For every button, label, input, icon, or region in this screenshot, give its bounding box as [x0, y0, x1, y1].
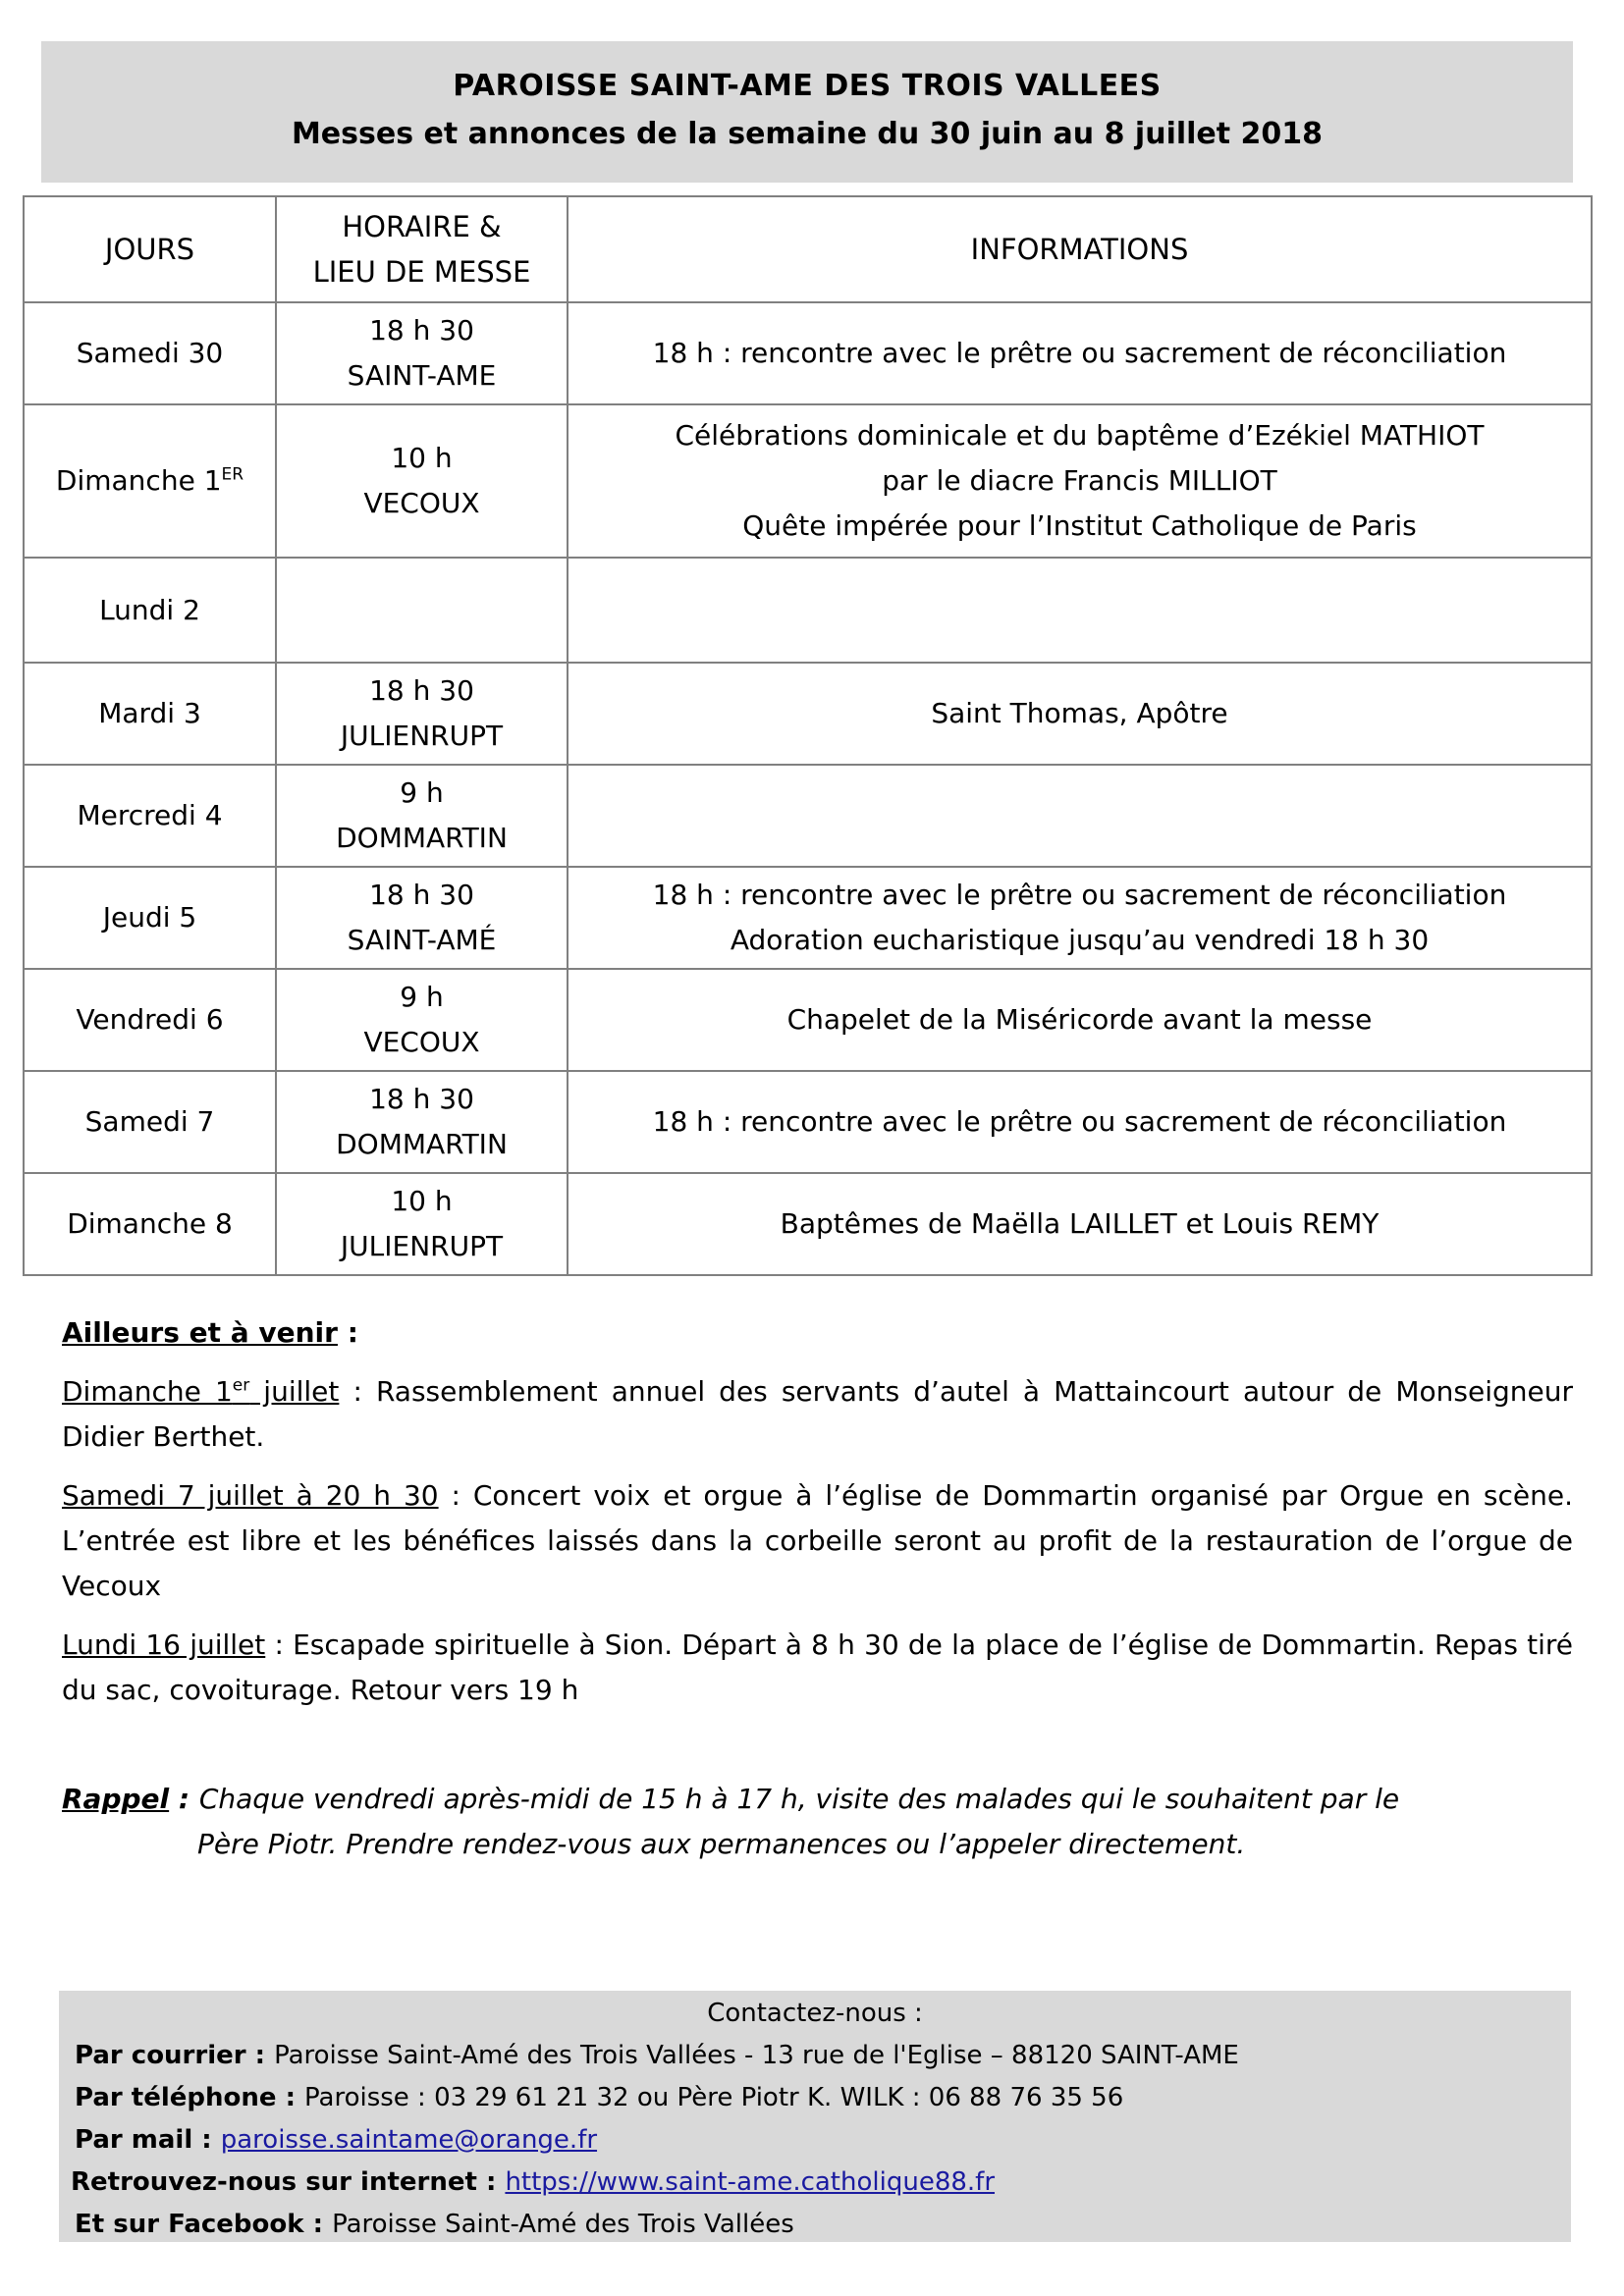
mass-time: 18 h 30 [369, 1083, 474, 1115]
announcement-text: : Escapade spirituelle à Sion. Départ à 8 h 30 de la place de l’église de Dommartin. Repas tiré du sac, covoiturage. Retour vers 19 h [62, 1629, 1573, 1706]
time-place-cell [276, 558, 568, 663]
website-link[interactable]: https://www.saint-ame.catholique88.fr [505, 2167, 996, 2197]
day-cell: Samedi 30 [24, 302, 276, 404]
mass-schedule-table [23, 195, 1593, 1276]
info-line: Saint Thomas, Apôtre [931, 697, 1228, 729]
info-cell [568, 302, 1592, 404]
title-band [41, 41, 1573, 183]
contact-heading: Contactez-nous : [707, 1999, 923, 2028]
info-cell [568, 1071, 1592, 1173]
announcement-text: : Concert voix et orgue à l’église de Dommartin organisé par Orgue en scène. L’entrée est libre et les bénéfices laissés dans la corbeille seront au profit de la restauration de l’orgue de Vecoux [62, 1479, 1573, 1602]
day-cell: Mercredi 4 [24, 765, 276, 867]
contact-internet: Retrouvez-nous sur internet : https://www.saint-ame.catholique88.fr [71, 2167, 996, 2197]
page-subtitle: Messes et annonces de la semaine du 30 juin au 8 juillet 2018 [291, 117, 1324, 151]
reminder-line-2: Père Piotr. Prendre rendez-vous aux permanences ou l’appeler directement. [197, 1828, 1246, 1860]
info-line: 18 h : rencontre avec le prêtre ou sacrement de réconciliation [652, 879, 1507, 911]
contact-courrier: Par courrier : Paroisse Saint-Amé des Trois Vallées - 13 rue de l'Eglise – 88120 SAINT-AME [75, 2041, 1239, 2070]
day-cell: Mardi 3 [24, 663, 276, 765]
info-line: 18 h : rencontre avec le prêtre ou sacrement de réconciliation [652, 337, 1507, 369]
announcement-date: Lundi 16 juillet [62, 1629, 266, 1661]
announcement-item [62, 1623, 1573, 1713]
info-line: 18 h : rencontre avec le prêtre ou sacrement de réconciliation [652, 1105, 1507, 1138]
contact-mail: Par mail : paroisse.saintame@orange.fr [75, 2125, 598, 2155]
table-row [24, 302, 1592, 404]
announcements-section [62, 1310, 1573, 1727]
mass-time: 10 h [391, 442, 453, 474]
time-place-cell [276, 867, 568, 969]
table-row [24, 663, 1592, 765]
reminder-line-1: Chaque vendredi après-midi de 15 h à 17 h, visite des malades qui le souhaitent par le [198, 1783, 1400, 1815]
day-cell: Samedi 7 [24, 1071, 276, 1173]
time-place-cell [276, 404, 568, 558]
announcement-text: : Rassemblement annuel des servants d’autel à Mattaincourt autour de Monseigneur Didier Berthet. [62, 1375, 1573, 1453]
info-line: par le diacre Francis MILLIOT [882, 464, 1277, 497]
table-row [24, 867, 1592, 969]
column-header-horaire: HORAIRE & LIEU DE MESSE [276, 196, 568, 302]
mass-place: VECOUX [363, 487, 480, 519]
time-place-cell [276, 302, 568, 404]
mass-place: JULIENRUPT [340, 1230, 504, 1262]
contact-facebook: Et sur Facebook : Paroisse Saint-Amé des Trois Vallées [75, 2210, 794, 2239]
contact-box [59, 1991, 1571, 2242]
page-title: PAROISSE SAINT-AME DES TROIS VALLEES [453, 69, 1162, 103]
day-cell: Dimanche 8 [24, 1173, 276, 1275]
email-link[interactable]: paroisse.saintame@orange.fr [220, 2125, 598, 2155]
mass-place: JULIENRUPT [340, 720, 504, 752]
time-place-cell [276, 663, 568, 765]
info-cell [568, 558, 1592, 663]
reminder-label: Rappel [62, 1783, 170, 1815]
info-cell [568, 1173, 1592, 1275]
day-cell: Dimanche 1ER [24, 404, 276, 558]
mass-time: 10 h [391, 1185, 453, 1217]
column-header-jours: JOURS [24, 196, 276, 302]
info-cell [568, 663, 1592, 765]
day-cell: Lundi 2 [24, 558, 276, 663]
mass-place: DOMMARTIN [336, 1128, 508, 1160]
info-cell [568, 969, 1592, 1071]
mass-time: 18 h 30 [369, 674, 474, 707]
contact-telephone: Par téléphone : Paroisse : 03 29 61 21 32 ou Père Piotr K. WILK : 06 88 76 35 56 [75, 2083, 1124, 2112]
time-place-cell [276, 1071, 568, 1173]
info-line: Chapelet de la Miséricorde avant la messe [786, 1003, 1373, 1036]
mass-place: VECOUX [363, 1026, 480, 1058]
mass-time: 9 h [400, 981, 444, 1013]
day-cell: Vendredi 6 [24, 969, 276, 1071]
table-header-row [24, 196, 1592, 302]
info-line: Quête impérée pour l’Institut Catholique de Paris [742, 509, 1417, 542]
info-line: Célébrations dominicale et du baptême d’Ezékiel MATHIOT [675, 419, 1485, 452]
day-cell: Jeudi 5 [24, 867, 276, 969]
time-place-cell [276, 765, 568, 867]
mass-place: SAINT-AMÉ [347, 924, 497, 956]
table-row [24, 404, 1592, 558]
reminder-section: Rappel : Chaque vendredi après-midi de 15 h à 17 h, visite des malades qui le souhaitent par le Père Piotr. Prendre rendez-vous aux permanences ou l’appeler directement. [62, 1777, 1573, 1867]
mass-time: 18 h 30 [369, 879, 474, 911]
info-line: Baptêmes de Maëlla LAILLET et Louis REMY [780, 1207, 1380, 1240]
mass-time: 18 h 30 [369, 314, 474, 347]
table-row [24, 1173, 1592, 1275]
time-place-cell [276, 969, 568, 1071]
announcement-date: Samedi 7 juillet à 20 h 30 [62, 1479, 439, 1512]
info-line: Adoration eucharistique jusqu’au vendredi 18 h 30 [730, 924, 1430, 956]
time-place-cell [276, 1173, 568, 1275]
mass-place: DOMMARTIN [336, 822, 508, 854]
announcements-heading: Ailleurs et à venir : [62, 1316, 358, 1349]
mass-place: SAINT-AME [347, 359, 497, 392]
info-cell [568, 765, 1592, 867]
announcement-item [62, 1473, 1573, 1609]
table-row [24, 969, 1592, 1071]
announcement-date: Dimanche 1er juillet [62, 1375, 340, 1408]
column-header-informations: INFORMATIONS [568, 196, 1592, 302]
table-row [24, 765, 1592, 867]
table-row [24, 558, 1592, 663]
table-row [24, 1071, 1592, 1173]
mass-time: 9 h [400, 776, 444, 809]
info-cell [568, 867, 1592, 969]
info-cell [568, 404, 1592, 558]
announcement-item [62, 1369, 1573, 1460]
